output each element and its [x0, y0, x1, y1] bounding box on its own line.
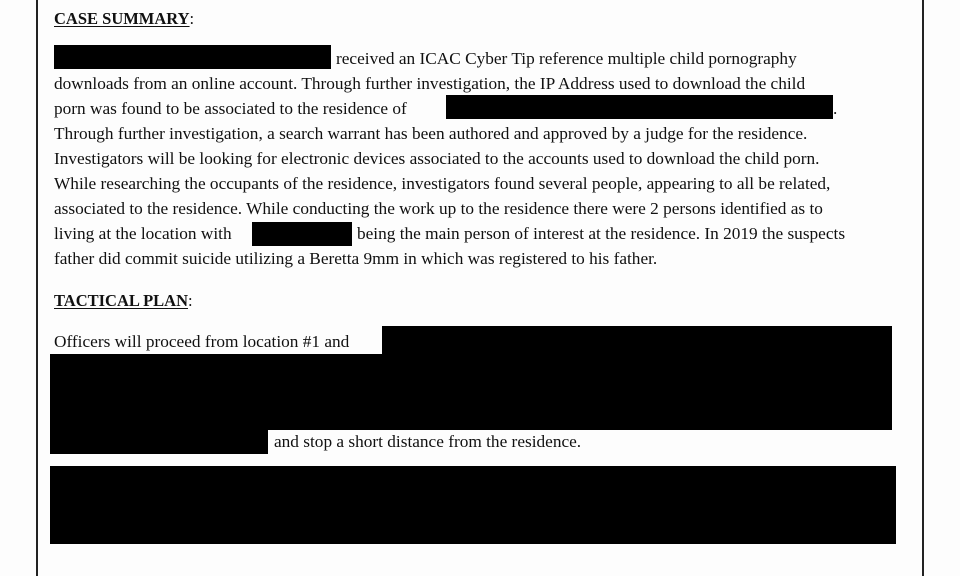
summary-line-3-end: .	[833, 99, 838, 118]
summary-line-5: Investigators will be looking for electronic devices associated to the accounts used to download the child porn.	[54, 149, 820, 168]
redaction-block	[252, 222, 352, 246]
redaction-block	[50, 466, 896, 544]
summary-line-8-end: being the main person of interest at the residence. In 2019 the suspects	[357, 224, 846, 243]
tactical-plan-heading: TACTICAL PLAN:	[54, 291, 193, 310]
redaction-block	[54, 45, 331, 69]
summary-line-7: associated to the residence. While conducting the work up to the residence there were 2 persons identified as to	[54, 199, 823, 218]
tactical-line-2: and stop a short distance from the residence.	[274, 432, 582, 451]
redaction-block	[446, 95, 833, 119]
case-summary-heading: CASE SUMMARY:	[54, 9, 195, 28]
summary-line-8: living at the location with	[54, 224, 232, 243]
redaction-block	[50, 428, 268, 454]
summary-line-2: downloads from an online account. Through further investigation, the IP Address used to download the child	[54, 74, 806, 93]
redaction-block	[382, 326, 892, 356]
redaction-block	[50, 354, 892, 430]
tactical-line-1: Officers will proceed from location #1 and	[54, 332, 350, 351]
summary-line-1: received an ICAC Cyber Tip reference multiple child pornography	[336, 49, 797, 68]
summary-line-6: While researching the occupants of the residence, investigators found several people, appearing to all be related,	[54, 174, 831, 193]
summary-line-9: father did commit suicide utilizing a Beretta 9mm in which was registered to his father.	[54, 249, 658, 268]
summary-line-3: porn was found to be associated to the residence of	[54, 99, 407, 118]
summary-line-4: Through further investigation, a search warrant has been authored and approved by a judge for the residence.	[54, 124, 808, 143]
